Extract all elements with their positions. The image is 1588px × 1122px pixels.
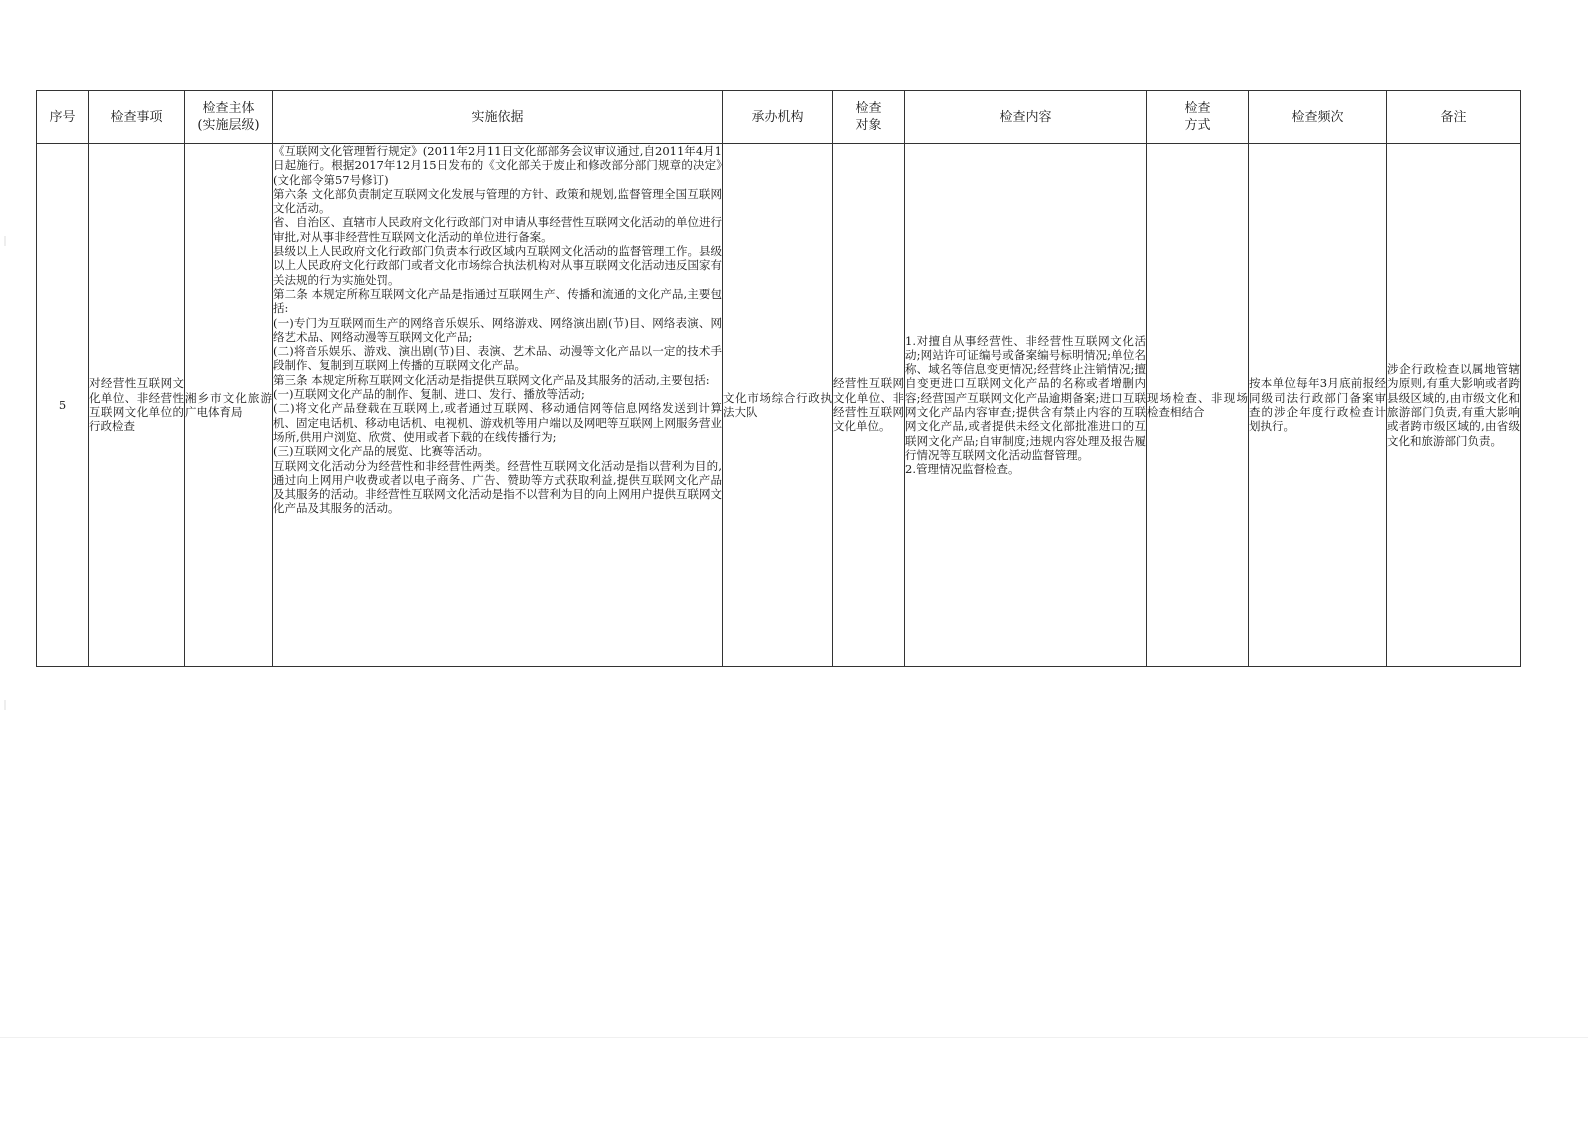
object-text: 经营性互联网文化单位、非经营性互联网文化单位。 xyxy=(833,376,904,434)
header-object: 检查 对象 xyxy=(833,91,905,144)
header-frequency: 检查频次 xyxy=(1249,91,1387,144)
header-seq: 序号 xyxy=(37,91,89,144)
header-remark: 备注 xyxy=(1387,91,1521,144)
frequency-text: 按本单位每年3月底前报经同级司法行政部门备案审查的涉企年度行政检查计划执行。 xyxy=(1249,376,1386,434)
cell-basis xyxy=(273,144,723,667)
cell-seq xyxy=(37,144,89,667)
header-agency: 承办机构 xyxy=(723,91,833,144)
subject-text: 湘乡市文化旅游广电体育局 xyxy=(185,390,272,419)
basis-paragraph: 县级以上人民政府文化行政部门负责本行政区域内互联网文化活动的监督管理工作。县级以上人民政府文化行政部门或者文化市场综合执法机构对从事互联网文化活动违反国家有关法规的行为实施处罚。 xyxy=(273,244,722,287)
cell-remark xyxy=(1387,144,1521,667)
basis-paragraph: 互联网文化活动分为经营性和非经营性两类。经营性互联网文化活动是指以营利为目的,通过向上网用户收费或者以电子商务、广告、赞助等方式获取利益,提供互联网文化产品及其服务的活动。非经营性互联网文化活动是指不以营利为目的向上网用户提供互联网文化产品及其服务的活动。 xyxy=(273,458,722,516)
cell-agency xyxy=(723,144,833,667)
header-item: 检查事项 xyxy=(89,91,185,144)
agency-text: 文化市场综合行政执法大队 xyxy=(723,390,832,419)
header-subject: 检查主体 (实施层级) xyxy=(185,91,273,144)
scan-edge-line xyxy=(0,1037,1588,1038)
basis-paragraph: (二)将文化产品登载在互联网上,或者通过互联网、移动通信网等信息网络发送到计算机、固定电话机、移动电话机、电视机、游戏机等用户端以及网吧等互联网上网服务营业场所,供用户浏览、欣赏、使用或者下载的在线传播行为; xyxy=(273,401,722,444)
inspection-table xyxy=(36,90,1521,667)
header-row xyxy=(37,91,1521,144)
basis-paragraph: (一)互联网文化产品的制作、复制、进口、发行、播放等活动; xyxy=(273,387,585,402)
scan-edge-mark xyxy=(4,236,6,246)
content-item: 1.对擅自从事经营性、非经营性互联网文化活动;网站许可证编号或备案编号标明情况;单位名称、域名等信息变更情况;经营终止注销情况;擅自变更进口互联网文化产品的名称或者增删内容;经营国产互联网文化产品逾期备案;进口互联网文化产品内容审查;提供含有禁止内容的互联网文化产品,或者提供未经文化部批准进口的互联网文化产品;自审制度;违规内容处理及报告履行情况等互联网文化活动监督管理。 xyxy=(905,333,1146,462)
remark-text: 涉企行政检查以属地管辖为原则,有重大影响或者跨县级区域的,由市级文化和旅游部门负责,有重大影响或者跨市级区域的,由省级文化和旅游部门负责。 xyxy=(1387,362,1520,448)
basis-paragraph: 第三条 本规定所称互联网文化活动是指提供互联网文化产品及其服务的活动,主要包括: xyxy=(273,372,710,387)
table-row xyxy=(37,144,1521,667)
item-text: 对经营性互联网文化单位、非经营性互联网文化单位的行政检查 xyxy=(89,376,184,434)
basis-paragraph: (三)互联网文化产品的展览、比赛等活动。 xyxy=(273,444,489,459)
cell-method xyxy=(1147,144,1249,667)
cell-subject xyxy=(185,144,273,667)
cell-content xyxy=(905,144,1147,667)
header-basis: 实施依据 xyxy=(273,91,723,144)
content-item: 2.管理情况监督检查。 xyxy=(905,462,1020,477)
basis-paragraph: (一)专门为互联网而生产的网络音乐娱乐、网络游戏、网络演出剧(节)目、网络表演、网络艺术品、网络动漫等互联网文化产品; xyxy=(273,315,722,344)
basis-paragraph: 第二条 本规定所称互联网文化产品是指通过互联网生产、传播和流通的文化产品,主要包括: xyxy=(273,286,722,316)
basis-paragraph: 第六条 文化部负责制定互联网文化发展与管理的方针、政策和规划,监督管理全国互联网文化活动。 xyxy=(273,186,722,216)
basis-paragraph: 《互联网文化管理暂行规定》(2011年2月11日文化部部务会议审议通过,自2011年4月1日起施行。根据2017年12月15日发布的《文化部关于废止和修改部分部门规章的决定》(文化部令第57号修订) xyxy=(273,144,722,187)
basis-paragraph: (二)将音乐娱乐、游戏、演出剧(节)目、表演、艺术品、动漫等文化产品以一定的技术手段制作、复制到互联网上传播的互联网文化产品。 xyxy=(273,344,722,373)
basis-paragraph: 省、自治区、直辖市人民政府文化行政部门对申请从事经营性互联网文化活动的单位进行审批,对从事非经营性互联网文化活动的单位进行备案。 xyxy=(273,215,722,244)
method-text: 现场检查、非现场检查相结合 xyxy=(1147,390,1248,419)
cell-item xyxy=(89,144,185,667)
seq-number: 5 xyxy=(58,397,67,412)
header-content: 检查内容 xyxy=(905,91,1147,144)
header-method: 检查 方式 xyxy=(1147,91,1249,144)
cell-object xyxy=(833,144,905,667)
cell-frequency xyxy=(1249,144,1387,667)
scan-edge-mark xyxy=(4,700,6,710)
